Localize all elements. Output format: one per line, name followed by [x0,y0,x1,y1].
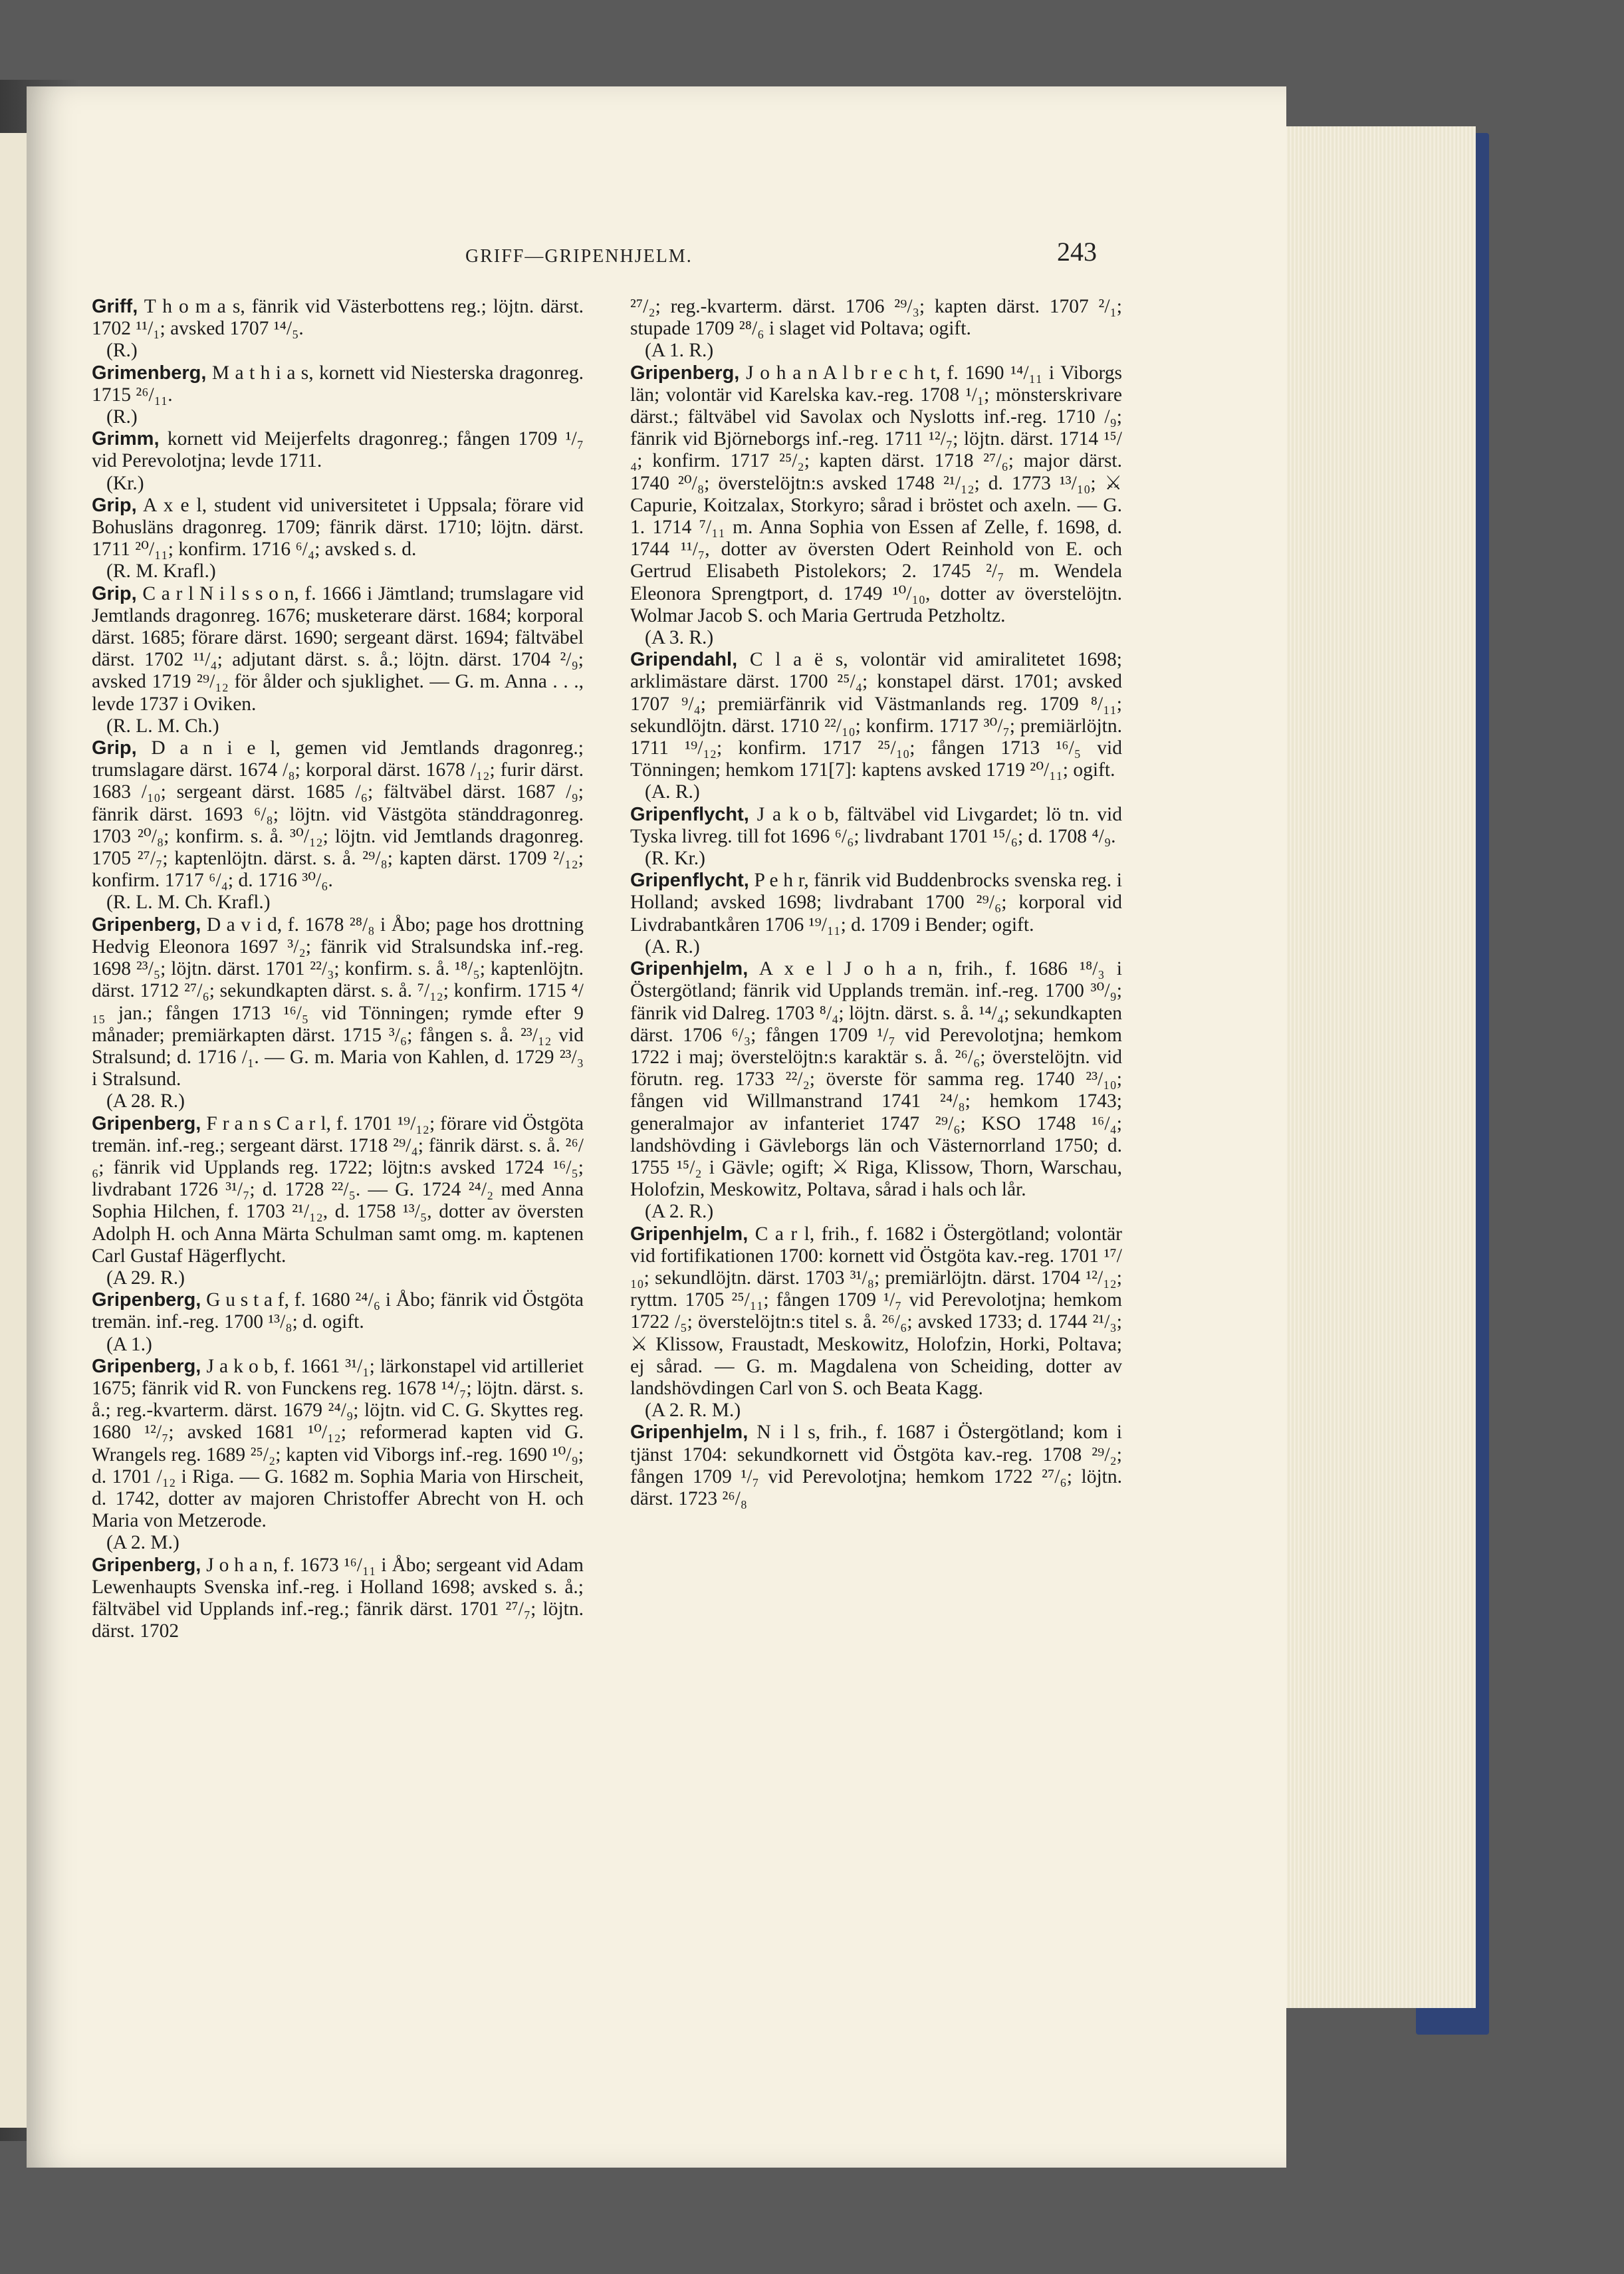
entry-source: (A 2. R.) [645,1201,714,1223]
dictionary-entry [630,958,1122,1201]
entry-text: C l a ë s, volontär vid amiralitetet 1698; arklimästare därst. 1700 ²⁵/₄; konstapel därst. 1701; avsked 1707 ⁹/₄; premiärfänrik vid Västmanlands reg. 1709 ⁸/₁₁; sekundlöjtn. därst. 1710 ²²/₁₀; konfirm. 1717 ³⁰/₇; premiärlöjtn. 1711 ¹⁹/₁₂; konfirm. 1717 ²⁵/₁₀; fången 1713 ¹⁶/₅ vid Tönningen; hemkom 171[7]: kaptens avsked 1719 ²⁰/₁₁; ogift. [630,649,1122,781]
entry-surname: Grip, [92,737,137,759]
entry-source: (A 29. R.) [106,1267,185,1289]
entry-surname: Gripendahl, [630,649,738,671]
entry-text: F r a n s C a r l, f. 1701 ¹⁹/₁₂; förare vid Östgöta tremän. inf.-reg.; sergeant därst. 1718 ²⁹/₄; fänrik därst. s. å. ²⁶/₆; fänrik vid Upplands reg. 1722; löjtn:s avsked 1724 ¹⁶/₅; livdrabant 1726 ³¹/₇; d. 1728 ²²/₅. — G. 1724 ²⁴/₂ med Anna Sophia Hilchen, f. 1703 ²¹/₁₂, d. 1758 ¹³/₅, dotter av översten Adolph H. och Anna Märta Schulman samt omg. m. kaptenen Carl Gustaf Hägerflycht. [92,1112,584,1267]
dictionary-entry [630,804,1122,848]
dictionary-entry [92,1289,584,1333]
entry-source: (A 3. R.) [645,627,714,649]
entry-surname: Grimenberg, [92,362,207,384]
entry-surname: Gripenberg, [92,1355,201,1377]
entry-text: G u s t a f, f. 1680 ²⁴/₆ i Åbo; fänrik vid Östgöta tremän. inf.-reg. 1700 ¹³/₈; d. ogift. [92,1289,584,1333]
entry-surname: Gripenberg, [92,1554,201,1576]
entry-text: A x e l J o h a n, frih., f. 1686 ¹⁸/₃ i Östergötland; fänrik vid Upplands tremän. inf.-reg. 1700 ³⁰/₉; fänrik vid Dalreg. 1703 ⁸/₄; löjtn. därst. s. å. ¹⁴/₄; sekundkapten därst. 1706 ⁶/₃; fången 1709 ¹/₇ vid Perevolotjna; hemkom 1722 i maj; överstelöjtn:s karaktär s. å. ²⁶/₆; överstelöjtn. vid förutn. reg. 1733 ²²/₂; överste för samma reg. 1740 ²³/₁₀; fången vid Willmanstrand 1741 ²⁴/₈; hemkom 1743; generalmajor av infanteriet 1747 ²⁹/₆; KSO 1748 ¹⁶/₄; landshövding i Gävleborgs län och Västernorrland 1750; d. 1755 ¹⁵/₂ i Gävle; ogift; ⚔ Riga, Klissow, Thorn, Warschau, Holofzin, Meskowitz, Poltava, sårad i hals och lår. [630,958,1122,1201]
entry-source: (A 2. M.) [106,1532,179,1554]
page-edges [1263,126,1476,2008]
running-head: GRIFF—GRIPENHJELM. [465,246,693,267]
entry-surname: Gripenberg, [92,914,201,936]
dictionary-entry [630,296,1122,340]
entry-surname: Gripenberg, [92,1112,201,1134]
left-page-edge [0,133,29,2128]
dictionary-entry [630,362,1122,627]
dictionary-entry [92,1356,584,1533]
entry-text: N i l s, frih., f. 1687 i Östergötland; kom i tjänst 1704: sekundkornett vid Östgöta kav.-reg. 1708 ²⁹/₂; fången 1709 ¹/₇ vid Perevolotjna; hemkom 1722 ²⁷/₆; löjtn. därst. 1723 ²⁶/₈ [630,1422,1122,1509]
dictionary-entry [630,649,1122,781]
entry-surname: Gripenflycht, [630,803,749,825]
entry-surname: Gripenhjelm, [630,958,749,980]
entry-text: ²⁷/₂; reg.-kvarterm. därst. 1706 ²⁹/₃; kapten därst. 1707 ²/₁; stupade 1709 ²⁸/₆ i slaget vid Poltava; ogift. [630,296,1122,340]
dictionary-entry [630,870,1122,936]
entry-surname: Gripenberg, [630,362,740,384]
dictionary-entry [92,1113,584,1267]
dictionary-entry [92,914,584,1091]
entry-surname: Griff, [92,296,138,317]
page-number: 243 [1057,237,1097,267]
entry-text: A x e l, student vid universitetet i Uppsala; förare vid Bohusläns dragonreg. 1709; fänrik därst. 1710; löjtn. därst. 1711 ²⁰/₁₁; konfirm. 1716 ⁶/₄; avsked s. d. [92,494,584,561]
entry-source: (A 28. R.) [106,1090,185,1112]
dictionary-entry [92,1555,584,1643]
entry-source: (A 1. R.) [645,340,714,362]
dictionary-entry [630,1223,1122,1400]
dictionary-entry [92,296,584,340]
entry-surname: Gripenflycht, [630,870,749,892]
entry-text: J a k o b, f. 1661 ³¹/₁; lärkonstapel vid artilleriet 1675; fänrik vid R. von Funckens reg. 1678 ¹⁴/₇; löjtn. därst. s. å.; reg.-kvarterm. därst. 1679 ²⁴/₉; löjtn. vid C. G. Skyttes reg. 1680 ¹²/₇; avsked 1681 ¹⁰/₁₂; reformerad kapten vid G. Wrangels reg. 1689 ²⁵/₂; kapten vid Viborgs inf.-reg. 1690 ¹⁰/₉; d. 1701 /₁₂ i Riga. — G. 1682 m. Sophia Maria von Hirscheit, d. 1742, dotter av majoren Christoffer Abrecht von H. och Maria von Metzerode. [92,1355,584,1532]
right-column [630,296,1122,1510]
dictionary-entry [92,428,584,472]
entry-surname: Gripenhjelm, [630,1422,749,1444]
entry-text: C a r l, frih., f. 1682 i Östergötland; volontär vid fortifikationen 1700: kornett vid Östgöta kav.-reg. 1701 ¹⁷/₁₀; sekundlöjtn. därst. 1703 ³¹/₈; premiärlöjtn. därst. 1704 ¹²/₁₂; ryttm. 1705 ²⁵/₁₁; fången 1709 ¹/₇ vid Perevolotjna; hemkom 1722 /₅; överstelöjtn:s titel s. å. ²⁶/₆; avsked 1733; d. 1744 ²¹/₃; ⚔ Klissow, Fraustadt, Meskowitz, Holofzin, Horki, Poltava; ej sårad. — G. m. Magdalena von Scheiding, dotter av landshövdingen Carl von S. och Beata Kagg. [630,1223,1122,1399]
entry-text: J a k o b, fältväbel vid Livgardet; lö tn. vid Tyska livreg. till fot 1696 ⁶/₆; livdrabant 1701 ¹⁵/₆; d. 1708 ⁴/₉. [630,803,1122,847]
dictionary-entry [630,1422,1122,1510]
dictionary-entry [92,495,584,561]
entry-text: C a r l N i l s s o n, f. 1666 i Jämtland; trumslagare vid Jemtlands dragonreg. 1676; musketerare därst. 1684; korporal därst. 1685; förare därst. 1690; sergeant därst. 1694; fältväbel därst. 1702 ¹¹/₄; adjutant därst. s. å.; löjtn. därst. 1704 ²/₉; avsked 1719 ²⁹/₁₂ för ålder och sjuklighet. — G. m. Anna . . ., levde 1737 i Oviken. [92,582,584,715]
dictionary-entry [92,583,584,715]
entry-surname: Grimm, [92,428,160,450]
entry-text: D a n i e l, gemen vid Jemtlands dragonreg.; trumslagare därst. 1674 /₈; korporal därst. 1678 /₁₂; furir därst. 1683 /₁₀; sergeant därst. 1685 /₆; fältväbel därst. 1687 /₉; fänrik därst. 1693 ⁶/₈; löjtn. vid Västgöta ständdragonreg. 1703 ²⁰/₈; konfirm. s. å. ³⁰/₁₂; löjtn. vid Jemtlands dragonreg. 1705 ²⁷/₇; kaptenlöjtn. därst. s. å. ²⁹/₈; kapten därst. 1709 ²/₁₂; konfirm. 1717 ⁶/₄; d. 1716 ³⁰/₆. [92,737,584,892]
entry-source: (R.) [106,406,138,428]
entry-source: (A. R.) [645,936,700,957]
entry-source: (Kr.) [106,472,144,494]
entry-source: (R. M. Krafl.) [106,561,216,582]
entry-source: (R. L. M. Ch.) [106,715,219,737]
dictionary-entry [92,362,584,406]
entry-text: P e h r, fänrik vid Buddenbrocks svenska reg. i Holland; avsked 1698; livdrabant 1700 ²⁹/₆; korporal vid Livdrabantkåren 1706 ¹⁹/₁₁; d. 1709 i Bender; ogift. [630,870,1122,936]
entry-source: (R. Kr.) [645,848,705,870]
entry-source: (R.) [106,340,138,362]
entry-text: kornett vid Meijerfelts dragonreg.; fången 1709 ¹/₇ vid Perevolotjna; levde 1711. [92,428,584,472]
entry-text: M a t h i a s, kornett vid Niesterska dragonreg. 1715 ²⁶/₁₁. [92,362,584,406]
entry-text: D a v i d, f. 1678 ²⁸/₈ i Åbo; page hos drottning Hedvig Eleonora 1697 ³/₂; fänrik vid Stralsundska inf.-reg. 1698 ²³/₅; löjtn. därst. 1701 ²²/₃; konfirm. s. å. ¹⁸/₅; kaptenlöjtn. därst. 1712 ²⁷/₆; sekundkapten därst. s. å. ⁷/₁₂; konfirm. 1715 ⁴/₁₅ jan.; fången 1713 ¹⁶/₅ vid Tönningen; rymde efter 9 månader; premiärkapten därst. 1715 ³/₆; fången s. å. ²³/₁₂ vid Stralsund; d. 1716 /₁. — G. m. Maria von Kahlen, d. 1729 ²³/₃ i Stralsund. [92,914,584,1090]
entry-surname: Gripenberg, [92,1289,201,1311]
entry-source: (A 1.) [106,1333,152,1355]
left-column [92,296,584,1642]
dictionary-entry [92,737,584,892]
entry-source: (A. R.) [645,781,700,803]
entry-text: T h o m a s, fänrik vid Västerbottens reg.; löjtn. därst. 1702 ¹¹/₁; avsked 1707 ¹⁴/₅. [92,296,584,340]
entry-source: (R. L. M. Ch. Krafl.) [106,892,271,914]
entry-surname: Grip, [92,582,137,604]
entry-surname: Grip, [92,494,137,516]
entry-text: J o h a n, f. 1673 ¹⁶/₁₁ i Åbo; sergeant vid Adam Lewenhaupts Svenska inf.-reg. i Holland 1698; avsked s. å.; fältväbel vid Upplands inf.-reg.; fänrik därst. 1701 ²⁷/₇; löjtn. därst. 1702 [92,1554,584,1642]
entry-source: (A 2. R. M.) [645,1400,741,1422]
entry-surname: Gripenhjelm, [630,1223,749,1245]
entry-text: J o h a n A l b r e c h t, f. 1690 ¹⁴/₁₁ i Viborgs län; volontär vid Karelska kav.-reg. 1708 ¹/₁; mönsterskrivare därst.; fältväbel vid Savolax och Nyslotts inf.-reg. 1710 /₉; fänrik vid Björneborgs inf.-reg. 1711 ¹²/₇; löjtn. därst. 1714 ¹⁵/₄; konfirm. 1717 ²⁵/₂; kapten därst. 1718 ²⁷/₆; major därst. 1740 ²⁰/₈; överstelöjtn:s avsked 1748 ²¹/₁₂; d. 1773 ¹³/₁₀; ⚔ Capurie, Koitzalax, Storkyro; sårad i bröstet och axeln. — G. 1. 1714 ⁷/₁₁ m. Anna Sophia von Essen af Zelle, f. 1698, d. 1744 ¹¹/₇, dotter av översten Odert Reinhold von E. och Gertrud Elisabeth Pistolekors; 2. 1745 ²/₇ m. Wendela Eleonora Sprengtport, d. 1749 ¹⁰/₁₀, dotter av överstelöjtn. Wolmar Jacob S. och Maria Gertruda Petzholtz. [630,362,1122,626]
